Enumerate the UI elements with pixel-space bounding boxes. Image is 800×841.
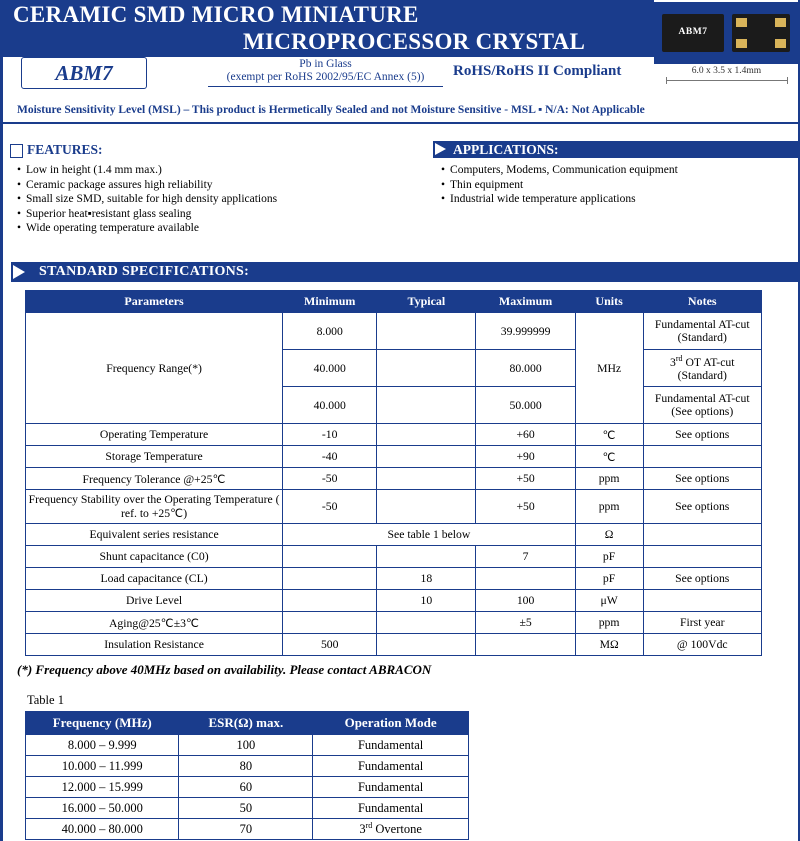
list-item: • Small size SMD, suitable for high density applications [17, 192, 417, 207]
table-row [26, 468, 762, 490]
cell-minimum: -50 [283, 490, 377, 524]
cell-parameter: Shunt capacitance (C0) [26, 546, 283, 568]
cell-typical [377, 313, 476, 350]
cell-units: Ω [575, 524, 643, 546]
cell-units: ℃ [575, 446, 643, 468]
cell-parameter: Equivalent series resistance [26, 524, 283, 546]
cell-mode: Fundamental [313, 798, 469, 819]
cell-units: ℃ [575, 424, 643, 446]
cell-minimum: 500 [283, 634, 377, 656]
product-photo-bottom-view [732, 14, 790, 52]
cell-notes [643, 546, 761, 568]
cell-minimum: -10 [283, 424, 377, 446]
column-header-operation-mode: Operation Mode [313, 712, 469, 735]
solder-pad-icon [736, 18, 747, 27]
column-header-typical: Typical [377, 291, 476, 313]
cell-mode: Fundamental [313, 735, 469, 756]
cell-minimum: 40.000 [283, 387, 377, 424]
column-header-parameters: Parameters [26, 291, 283, 313]
table-row [26, 798, 469, 819]
page-header [3, 0, 798, 116]
table-row [26, 590, 762, 612]
table-row [26, 777, 469, 798]
table-header-row [26, 712, 469, 735]
column-header-frequency: Frequency (MHz) [26, 712, 179, 735]
cell-parameter: Operating Temperature [26, 424, 283, 446]
triangle-right-icon [13, 265, 25, 279]
cell-esr: 100 [179, 735, 313, 756]
pb-in-glass-note [208, 58, 443, 84]
cell-units: MΩ [575, 634, 643, 656]
cell-typical [377, 634, 476, 656]
column-header-notes: Notes [643, 291, 761, 313]
cell-minimum [283, 568, 377, 590]
cell-maximum: +50 [476, 490, 575, 524]
applications-heading-label: APPLICATIONS: [453, 142, 559, 157]
cell-parameter: Storage Temperature [26, 446, 283, 468]
features-heading-label: FEATURES: [27, 142, 103, 157]
title-banner [3, 0, 654, 57]
cell-maximum: 80.000 [476, 350, 575, 387]
cell-notes: See options [643, 424, 761, 446]
list-item: • Wide operating temperature available [17, 221, 417, 236]
cell-typical [377, 468, 476, 490]
rohs-compliance-label: RoHS/RoHS II Compliant [453, 63, 622, 79]
cell-notes: See options [643, 568, 761, 590]
table-row [26, 546, 762, 568]
cell-units: MHz [575, 313, 643, 424]
table-row [26, 424, 762, 446]
cell-typical [377, 490, 476, 524]
solder-pad-icon [736, 39, 747, 48]
features-heading [11, 142, 103, 158]
cell-parameter: Load capacitance (CL) [26, 568, 283, 590]
cell-frequency: 10.000 – 11.999 [26, 756, 179, 777]
cell-minimum: 40.000 [283, 350, 377, 387]
cell-maximum: 7 [476, 546, 575, 568]
pb-line-2: (exempt per RoHS 2002/95/EC Annex (5)) [226, 71, 425, 83]
cell-mode: Fundamental [313, 756, 469, 777]
table-row [26, 568, 762, 590]
cell-parameter: Frequency Range(*) [26, 313, 283, 424]
solder-pad-icon [775, 39, 786, 48]
table-row [26, 446, 762, 468]
cell-notes [643, 590, 761, 612]
table-row [26, 612, 762, 634]
cell-notes [643, 446, 761, 468]
cell-typical [377, 446, 476, 468]
cell-frequency: 16.000 – 50.000 [26, 798, 179, 819]
package-dimensions-label: 6.0 x 3.5 x 1.4mm [691, 66, 762, 76]
cell-units: pF [575, 568, 643, 590]
cell-typical [377, 387, 476, 424]
cell-parameter: Insulation Resistance [26, 634, 283, 656]
list-item: • Low in height (1.4 mm max.) [17, 163, 417, 178]
standard-specifications-label: STANDARD SPECIFICATIONS: [39, 264, 250, 279]
cell-minimum [283, 612, 377, 634]
availability-footnote: (*) Frequency above 40MHz based on availability. Please contact ABRACON [17, 662, 432, 677]
column-header-esr: ESR(Ω) max. [179, 712, 313, 735]
applications-list [441, 163, 781, 207]
cell-minimum: -40 [283, 446, 377, 468]
features-list [17, 163, 417, 236]
triangle-right-icon [435, 143, 446, 155]
list-item: • Industrial wide temperature applications [441, 192, 781, 207]
cell-maximum [476, 568, 575, 590]
table1-caption: Table 1 [27, 693, 64, 707]
specifications-table [25, 290, 762, 656]
table-row [26, 490, 762, 524]
table-row [26, 634, 762, 656]
chip-marking-label: ABM7 [678, 27, 708, 37]
list-item: • Ceramic package assures high reliability [17, 178, 417, 193]
cell-frequency: 40.000 – 80.000 [26, 819, 179, 840]
cell-parameter: Frequency Stability over the Operating Temperature ( ref. to +25℃) [26, 490, 283, 524]
cell-notes: Fundamental AT-cut (See options) [643, 387, 761, 424]
cell-typical [377, 350, 476, 387]
msl-note: Moisture Sensitivity Level (MSL) – This product is Hermetically Sealed and not Moisture Sensitive - MSL ▪ N/A: Not Applicable [17, 104, 645, 116]
pb-underline [208, 86, 443, 87]
column-header-maximum: Maximum [476, 291, 575, 313]
cell-maximum: 50.000 [476, 387, 575, 424]
part-number-box [21, 57, 147, 89]
pb-line-1: Pb in Glass [299, 58, 352, 70]
table-row [26, 735, 469, 756]
table-row [26, 819, 469, 840]
cell-units: pF [575, 546, 643, 568]
cell-typical: 18 [377, 568, 476, 590]
cell-notes: First year [643, 612, 761, 634]
cell-maximum: 39.999999 [476, 313, 575, 350]
cell-notes: See options [643, 490, 761, 524]
cell-parameter: Frequency Tolerance @+25℃ [26, 468, 283, 490]
cell-maximum: +60 [476, 424, 575, 446]
cell-minimum: 8.000 [283, 313, 377, 350]
cell-typical [377, 424, 476, 446]
cell-notes: 3rd OT AT-cut (Standard) [643, 350, 761, 387]
column-header-units: Units [575, 291, 643, 313]
cell-typical [377, 612, 476, 634]
cell-maximum: 100 [476, 590, 575, 612]
cell-units: μW [575, 590, 643, 612]
cell-notes: @ 100Vdc [643, 634, 761, 656]
title-line-1: CERAMIC SMD MICRO MINIATURE [13, 2, 419, 27]
dimension-rule [666, 80, 788, 81]
column-header-minimum: Minimum [283, 291, 377, 313]
cell-parameter: Aging@25℃±3℃ [26, 612, 283, 634]
title-line-2: MICROPROCESSOR CRYSTAL [243, 29, 586, 54]
cell-esr: 80 [179, 756, 313, 777]
cell-maximum: +50 [476, 468, 575, 490]
applications-heading [433, 141, 800, 158]
table-row [26, 524, 762, 546]
cell-maximum [476, 634, 575, 656]
list-item: • Thin equipment [441, 178, 781, 193]
cell-units: ppm [575, 468, 643, 490]
cell-typical [377, 546, 476, 568]
standard-specifications-heading [11, 262, 800, 282]
header-divider [3, 122, 800, 124]
cell-units: ppm [575, 612, 643, 634]
cell-notes: Fundamental AT-cut (Standard) [643, 313, 761, 350]
cell-minimum: -50 [283, 468, 377, 490]
table-row [26, 313, 762, 350]
table-row [26, 756, 469, 777]
cell-parameter: Drive Level [26, 590, 283, 612]
esr-table [25, 711, 469, 840]
solder-pad-icon [775, 18, 786, 27]
cell-minimum [283, 546, 377, 568]
cell-esr: 60 [179, 777, 313, 798]
cell-typical: 10 [377, 590, 476, 612]
cell-minimum [283, 590, 377, 612]
cell-notes [643, 524, 761, 546]
cell-mode: Fundamental [313, 777, 469, 798]
part-number-label: ABM7 [55, 60, 113, 85]
cell-esr: 50 [179, 798, 313, 819]
cell-notes: See options [643, 468, 761, 490]
cell-frequency: 8.000 – 9.999 [26, 735, 179, 756]
table-header-row [26, 291, 762, 313]
list-item: • Computers, Modems, Communication equipment [441, 163, 781, 178]
cell-maximum: ±5 [476, 612, 575, 634]
cell-units: ppm [575, 490, 643, 524]
product-photo-top-view [662, 14, 724, 52]
list-item: • Superior heat▪resistant glass sealing [17, 207, 417, 222]
cell-span-value: See table 1 below [283, 524, 576, 546]
cell-mode: 3rd Overtone [313, 819, 469, 840]
product-image-panel [654, 2, 799, 64]
cell-esr: 70 [179, 819, 313, 840]
cell-maximum: +90 [476, 446, 575, 468]
cell-frequency: 12.000 – 15.999 [26, 777, 179, 798]
triangle-right-icon [11, 145, 22, 157]
